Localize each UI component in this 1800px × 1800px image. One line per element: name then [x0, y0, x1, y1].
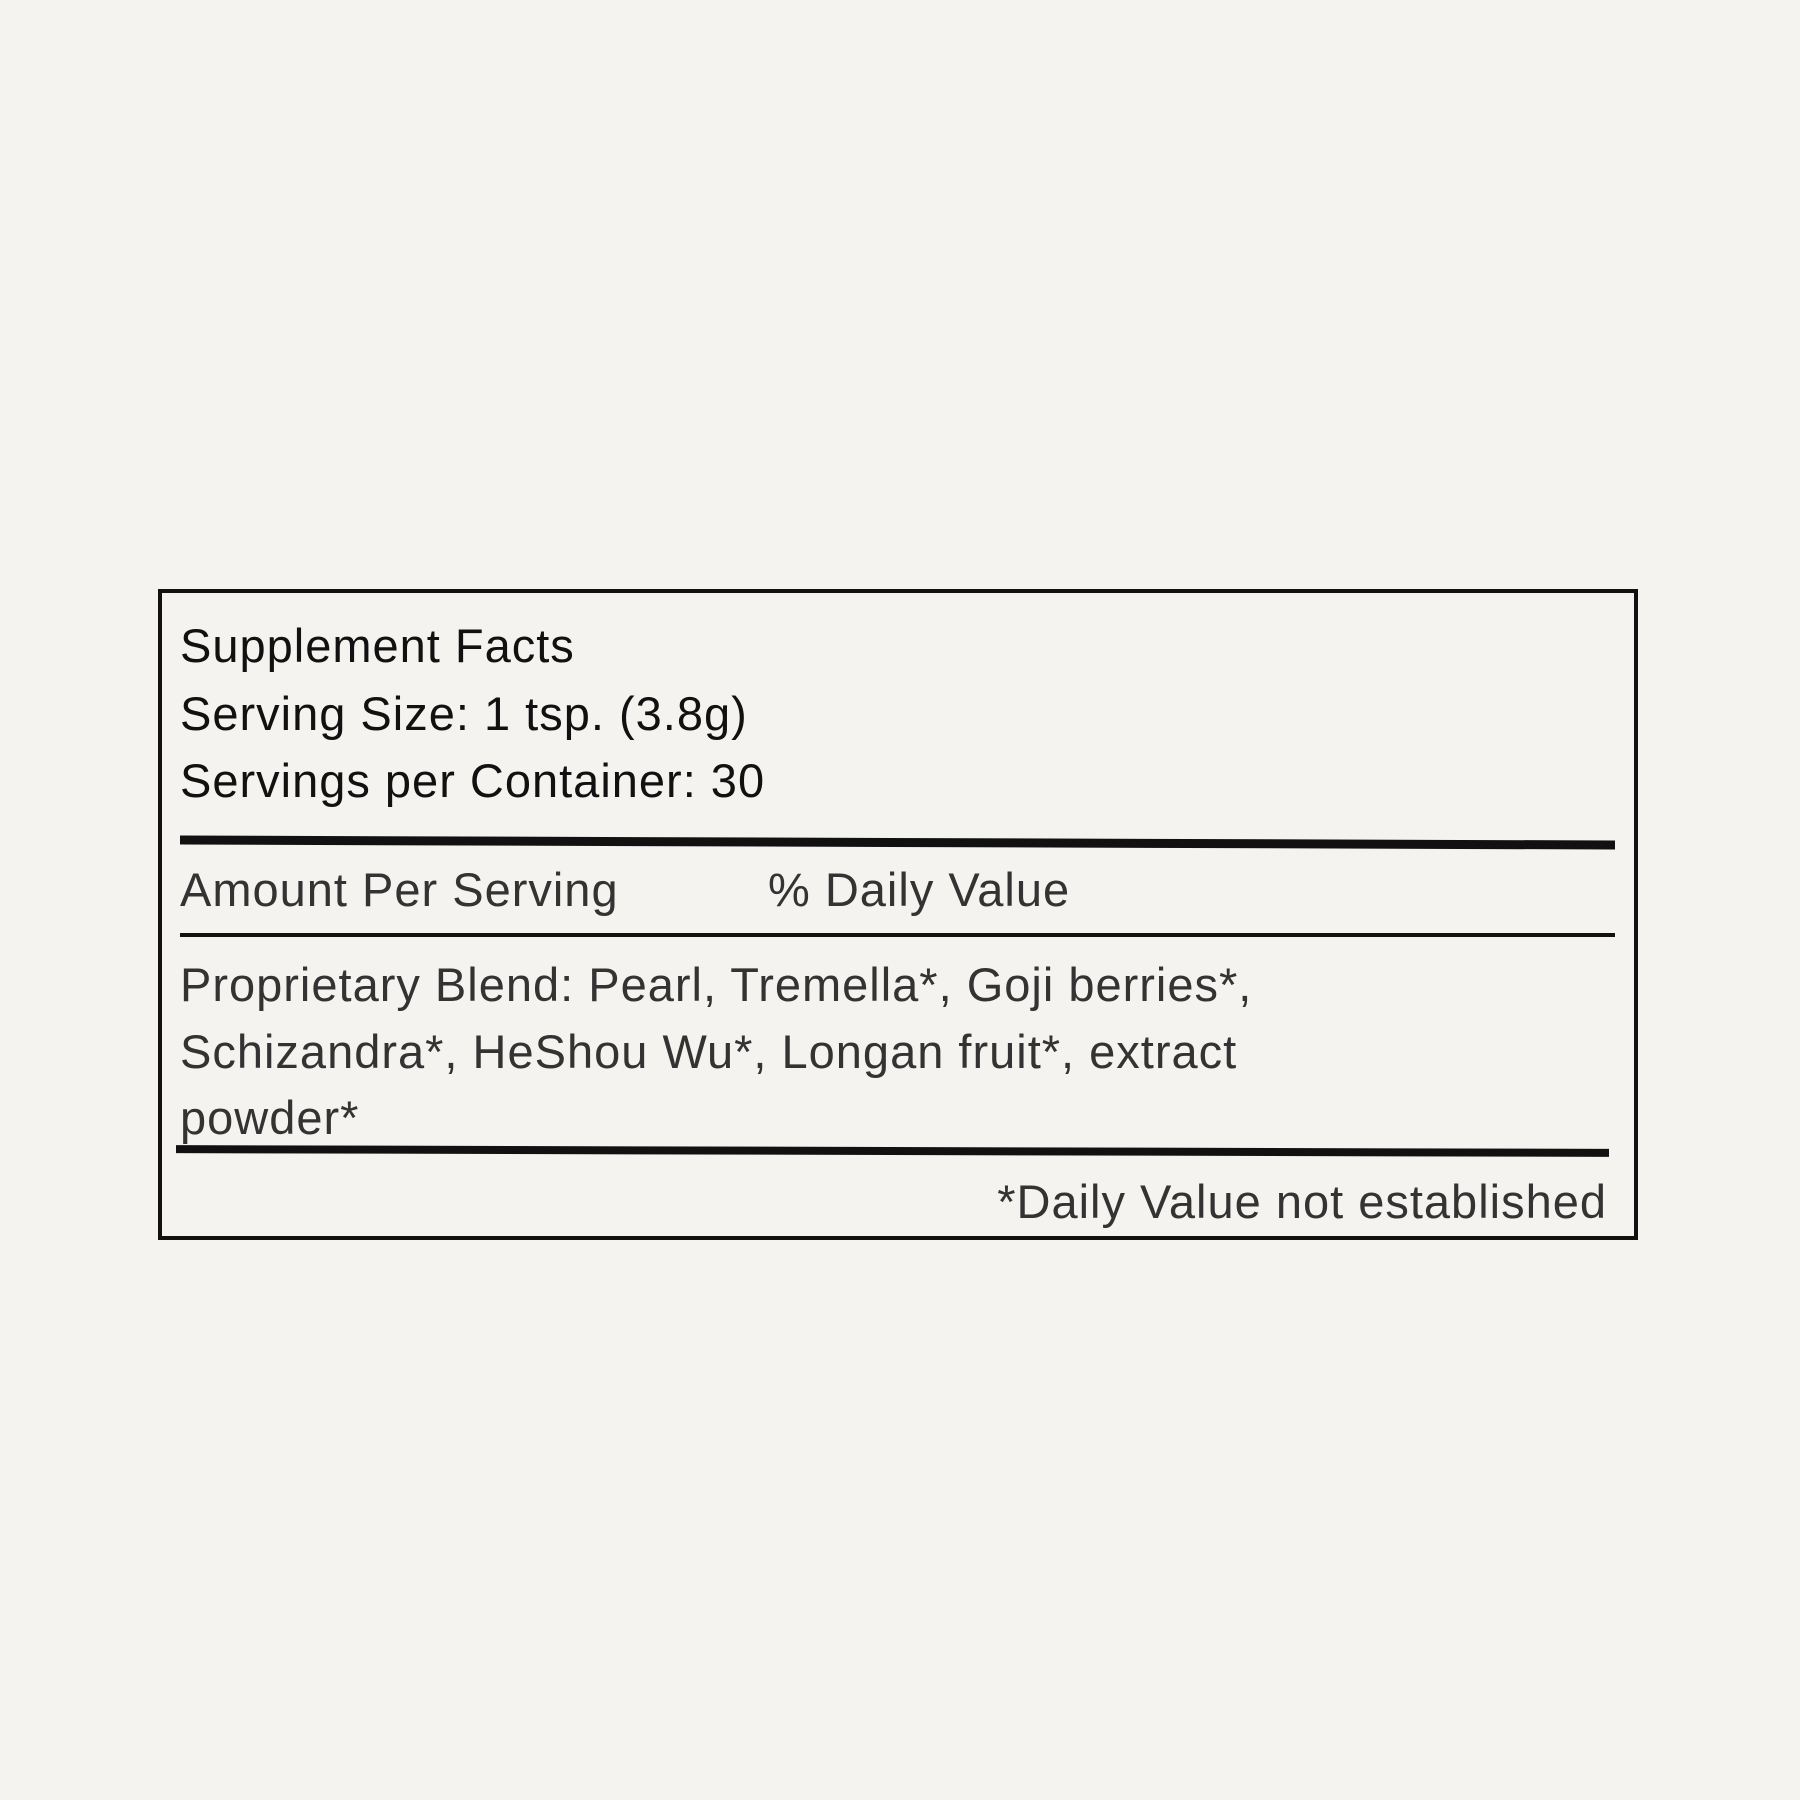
- proprietary-blend-line-1: Proprietary Blend: Pearl, Tremella*, Goji berries*,: [180, 958, 1253, 1011]
- serving-size: Serving Size: 1 tsp. (3.8g): [180, 687, 748, 740]
- proprietary-blend-line-3: powder*: [180, 1091, 360, 1144]
- amount-per-serving-header: Amount Per Serving: [180, 863, 619, 916]
- proprietary-blend-line-2: Schizandra*, HeShou Wu*, Longan fruit*, extract: [180, 1025, 1238, 1078]
- panel-title: Supplement Facts: [180, 619, 575, 672]
- daily-value-header: % Daily Value: [768, 863, 1071, 916]
- servings-per-container: Servings per Container: 30: [180, 754, 766, 807]
- daily-value-footnote: *Daily Value not established: [997, 1175, 1607, 1228]
- thin-divider: [180, 933, 1615, 937]
